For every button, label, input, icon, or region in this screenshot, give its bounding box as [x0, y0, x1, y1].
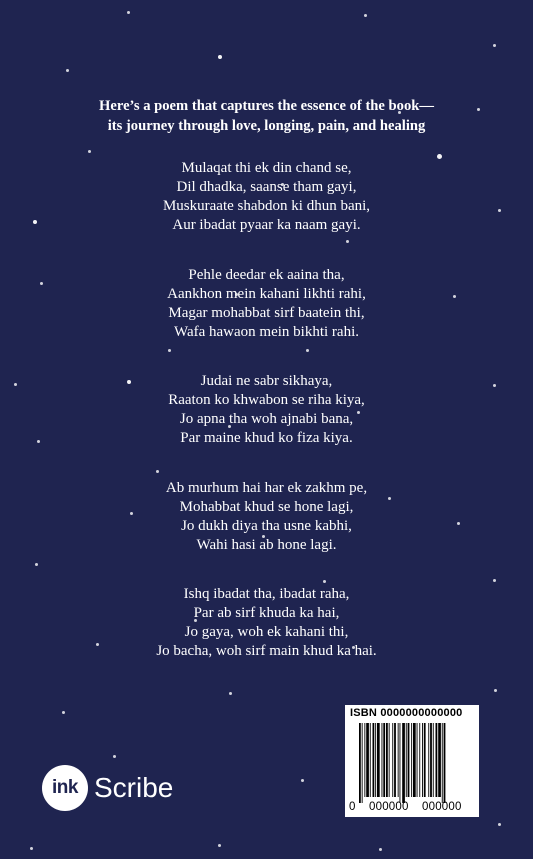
barcode-bar [370, 723, 371, 797]
star-dot [346, 240, 349, 243]
barcode-bar [386, 723, 388, 797]
barcode-digits-right: 000000 [422, 801, 462, 813]
star-dot [493, 44, 496, 47]
star-dot [218, 55, 222, 59]
poem-line: Mohabbat khud se hone lagi, [179, 499, 354, 515]
poem-line: Aankhon mein kahani likhti rahi, [167, 286, 366, 302]
barcode-bar [413, 723, 416, 797]
poem-line: Par maine khud ko fiza kiya. [180, 430, 353, 446]
barcode-bar [398, 723, 399, 797]
barcode-bar [362, 723, 363, 803]
barcode-bar [366, 723, 369, 797]
barcode-bar [389, 723, 390, 797]
ink-scribe-logo [42, 765, 192, 813]
barcode-bar [428, 723, 429, 797]
barcode-bar [373, 723, 375, 797]
intro-heading [0, 96, 533, 136]
poem-line: Jo apna tha woh ajnabi bana, [179, 411, 354, 427]
intro-line-2: its journey through love, longing, pain, and healing [107, 118, 426, 134]
barcode-bar [400, 723, 401, 803]
barcode-bar [417, 723, 418, 797]
barcode-bar [377, 723, 380, 797]
barcode-bar [424, 723, 426, 797]
star-dot [498, 823, 501, 826]
barcode-bar [382, 723, 383, 797]
barcode-icon [359, 723, 471, 803]
barcode-bar [406, 723, 407, 797]
poem-line: Jo bacha, woh sirf main khud ka hai. [156, 643, 377, 659]
star-dot [218, 844, 221, 847]
poem-line: Ab murhum hai har ek zakhm pe, [165, 480, 368, 496]
poem-line: Ishq ibadat tha, ibadat raha, [183, 586, 350, 602]
star-dot [127, 11, 130, 14]
isbn-label: ISBN 0000000000000 [350, 707, 463, 719]
star-dot [66, 69, 69, 72]
poem-line: Mulaqat thi ek din chand se, [181, 160, 352, 176]
star-dot [88, 150, 91, 153]
barcode-bar [394, 723, 396, 797]
star-dot [306, 349, 309, 352]
barcode-bar [364, 723, 365, 797]
poem-stanza-1 [0, 159, 533, 235]
barcode-bar [359, 723, 361, 803]
star-dot [113, 755, 116, 758]
poem-stanza-3 [0, 372, 533, 448]
poem-line: Pehle deedar ek aaina tha, [188, 267, 345, 283]
logo-mark: ink [42, 765, 88, 811]
poem-line: Wahi hasi ab hone lagi. [196, 537, 337, 553]
intro-line-1: Here’s a poem that captures the essence of the book— [99, 98, 434, 114]
star-dot [323, 580, 326, 583]
poem-stanza-5 [0, 585, 533, 661]
star-dot [494, 689, 497, 692]
poem-line: Jo dukh diya tha usne kabhi, [181, 518, 352, 534]
barcode-bar [433, 723, 434, 797]
star-dot [364, 14, 367, 17]
barcode-digits-left: 000000 [369, 801, 409, 813]
poem-line: Judai ne sabr sikhaya, [200, 373, 333, 389]
poem-line: Jo gaya, woh ek kahani thi, [184, 624, 349, 640]
barcode-bar [375, 723, 376, 797]
barcode-bar [392, 723, 393, 797]
logo-name: Scribe [94, 772, 174, 803]
poem-line: Magar mohabbat sirf baatein thi, [168, 305, 365, 321]
barcode-bar [438, 723, 441, 797]
barcode-digit-first: 0 [349, 801, 356, 813]
barcode-bar [436, 723, 438, 797]
star-dot [156, 470, 159, 473]
barcode-bar [408, 723, 410, 797]
barcode-box [345, 705, 479, 817]
poem-line: Muskuraate shabdon ki dhun bani, [162, 198, 371, 214]
barcode-bar [422, 723, 423, 797]
poem-line: Aur ibadat pyaar ka naam gayi. [172, 217, 361, 233]
poem-stanza-4 [0, 479, 533, 555]
barcode-bar [383, 723, 385, 797]
barcode-bar [430, 723, 432, 797]
poem-line: Dil dhadka, saanse tham gayi, [176, 179, 357, 195]
star-dot [301, 779, 304, 782]
barcode-bar [419, 723, 420, 797]
poem-line: Raaton ko khwabon se riha kiya, [168, 392, 365, 408]
star-dot [229, 692, 232, 695]
barcode-bar [442, 723, 443, 803]
barcode-bar [411, 723, 412, 797]
poem-stanza-2 [0, 266, 533, 342]
barcode-bar [444, 723, 446, 803]
poem-line: Par ab sirf khuda ka hai, [193, 605, 340, 621]
barcode-bar [402, 723, 405, 803]
star-dot [493, 579, 496, 582]
star-dot [379, 848, 382, 851]
star-dot [168, 349, 171, 352]
poem-line: Wafa hawaon mein bikhti rahi. [174, 324, 359, 340]
star-dot [30, 847, 33, 850]
star-dot [62, 711, 65, 714]
star-dot [35, 563, 38, 566]
